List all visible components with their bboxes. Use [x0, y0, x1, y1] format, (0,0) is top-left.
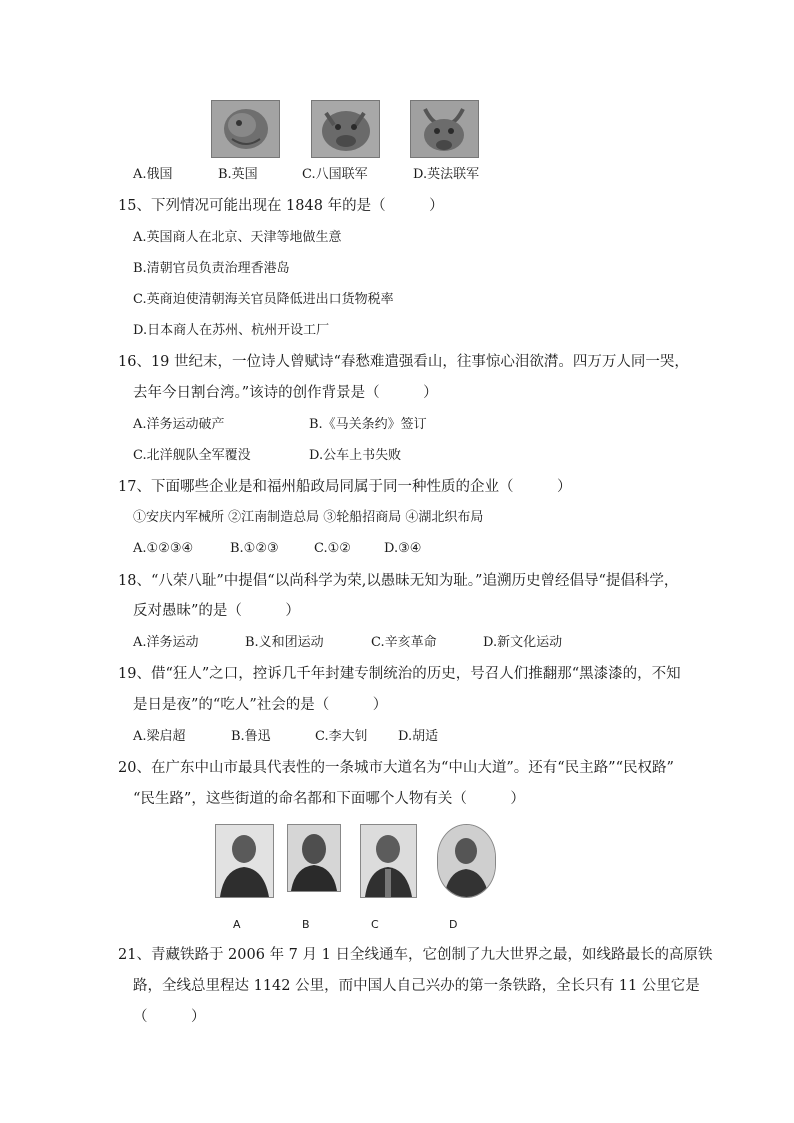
- portrait-image-c: [360, 824, 417, 898]
- portrait-image-d: [437, 824, 496, 898]
- bronze-head-image-2: [311, 100, 380, 158]
- portrait-caption-a: A: [233, 918, 241, 931]
- q14-option-a: A.俄国: [133, 167, 173, 182]
- q15-option-d: D.日本商人在苏州、杭州开设工厂: [133, 323, 330, 338]
- portrait-image-a: [215, 824, 274, 898]
- q19-stem-line-2: 是日是夜”的“吃人”社会的是（ ）: [133, 697, 388, 713]
- q19-stem-line-1: 19、借“狂人”之口，控诉几千年封建专制统治的历史，号召人们推翻那“黑漆漆的，不知: [118, 666, 681, 682]
- q18-option-a: A.洋务运动: [133, 635, 199, 650]
- q17-stem: 17、下面哪些企业是和福州船政局同属于同一种性质的企业（ ）: [118, 479, 572, 495]
- q16-option-a: A.洋务运动破产: [133, 417, 225, 432]
- q17-option-b: B.①②③: [230, 541, 279, 556]
- q16-stem-line-1: 16、19 世纪末，一位诗人曾赋诗“春愁难遣强看山，往事惊心泪欲潸。四万万人同一哭，: [118, 354, 689, 370]
- q14-option-c: C.八国联军: [302, 167, 368, 182]
- q20-stem-line-2: “民生路”，这些街道的命名都和下面哪个人物有关（ ）: [133, 791, 525, 807]
- q15-stem: 15、下列情况可能出现在 1848 年的是（ ）: [118, 198, 444, 214]
- q16-option-b: B.《马关条约》签订: [309, 417, 427, 432]
- q16-option-d: D.公车上书失败: [309, 448, 402, 463]
- q17-items: ①安庆内军械所 ②江南制造总局 ③轮船招商局 ④湖北织布局: [133, 510, 484, 525]
- q15-option-b: B.清朝官员负责治理香港岛: [133, 261, 290, 276]
- q21-stem-line-1: 21、青藏铁路于 2006 年 7 月 1 日全线通车，它创制了九大世界之最，如线路最长的高原铁: [118, 947, 713, 963]
- q21-stem-line-2: 路，全线总里程达 1142 公里，而中国人自己兴办的第一条铁路，全长只有 11 公里它是: [133, 978, 700, 994]
- q19-option-d: D.胡适: [398, 729, 439, 744]
- q16-stem-line-2: 去年今日割台湾。”该诗的创作背景是（ ）: [133, 385, 438, 401]
- portrait-caption-c: C: [371, 918, 379, 931]
- q18-option-b: B.义和团运动: [245, 635, 324, 650]
- q17-option-c: C.①②: [314, 541, 351, 556]
- q17-option-d: D.③④: [384, 541, 422, 556]
- q15-option-a: A.英国商人在北京、天津等地做生意: [133, 230, 342, 245]
- q18-stem-line-1: 18、“八荣八耻”中提倡“以尚科学为荣,以愚昧无知为耻。”追溯历史曾经倡导“提倡科学，: [118, 573, 679, 589]
- q18-option-d: D.新文化运动: [483, 635, 563, 650]
- q21-stem-line-3: （ ）: [133, 1009, 206, 1025]
- q19-option-b: B.鲁迅: [231, 729, 271, 744]
- q14-option-d: D.英法联军: [413, 167, 480, 182]
- portrait-caption-d: D: [449, 918, 458, 931]
- portrait-caption-b: B: [302, 918, 310, 931]
- q18-option-c: C.辛亥革命: [371, 635, 437, 650]
- bronze-head-image-1: [211, 100, 280, 158]
- q19-option-a: A.梁启超: [133, 729, 186, 744]
- q15-option-c: C.英商迫使清朝海关官员降低进出口货物税率: [133, 292, 394, 307]
- q17-option-a: A.①②③④: [133, 541, 194, 556]
- q18-stem-line-2: 反对愚昧”的是（ ）: [133, 603, 300, 619]
- q19-option-c: C.李大钊: [315, 729, 368, 744]
- q14-option-b: B.英国: [218, 167, 258, 182]
- portrait-image-b: [287, 824, 341, 892]
- q20-stem-line-1: 20、在广东中山市最具代表性的一条城市大道名为“中山大道”。还有“民主路”“民权路”: [118, 760, 674, 776]
- bronze-head-image-3: [410, 100, 479, 158]
- q16-option-c: C.北洋舰队全军覆没: [133, 448, 251, 463]
